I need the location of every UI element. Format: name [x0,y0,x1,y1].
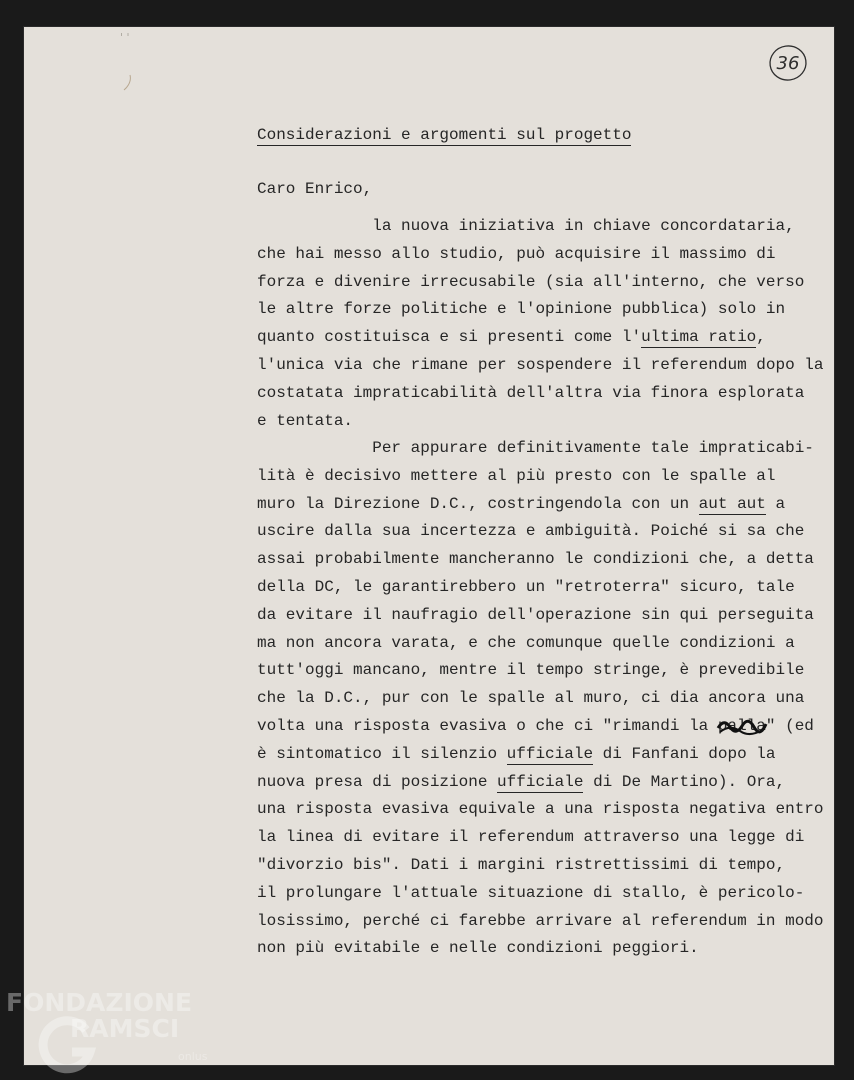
underlined-phrase: aut aut [698,494,766,513]
underlined-phrase: ultima ratio [641,328,757,347]
text-line: quanto costituisca e si presenti come l'ultima ratio, [257,328,766,347]
text-line: la nuova iniziativa in chiave concordataria, [257,217,795,235]
text-line: non più evitabile e nelle condizioni peggiori. [257,939,699,958]
text-line: da evitare il naufragio dell'operazione sin qui perseguita [257,605,814,624]
text-line: le altre forze politiche e l'opinione pubblica) solo in [257,300,786,319]
text-line: il prolungare l'attuale situazione di stallo, è pericolo- [257,883,805,902]
text-line: della DC, le garantirebbero un "retroterra" sicuro, tale [257,577,795,596]
underlined-phrase: ufficiale [506,744,594,763]
paragraph-1 [257,218,824,440]
watermark-line1: FONDAZIONE [6,988,193,1017]
text-line: uscire dalla sua incertezza e ambiguità. Poiché si sa che [257,522,805,541]
text-line: assai probabilmente mancheranno le condizioni che, a detta [257,550,814,569]
document-page [24,27,834,1065]
text-line: lità è decisivo mettere al più presto con le spalle al [257,466,776,485]
text-line: costatata impraticabilità dell'altra via finora esplorata [257,383,805,402]
margin-tick-mark: ' ' [120,31,130,44]
text-line: muro la Direzione D.C., costringendola con un aut aut a [257,494,786,513]
letter-heading: Considerazioni e argomenti sul progetto [257,126,632,144]
text-line: volta una risposta evasiva o che ci "rimandi la palla " (ed [257,718,824,746]
text-line: che la D.C., pur con le spalle al muro, ci dia ancora una [257,689,805,708]
watermark-line2: RAMSCI [70,1014,180,1043]
scribble-icon [716,714,768,738]
text-line: e tentata. [257,411,354,430]
text-line: che hai messo allo studio, può acquisire il massimo di [257,244,776,263]
text-line: una risposta evasiva equivale a una risposta negativa entro [257,800,824,819]
page-number-circle [768,43,808,83]
text-line: nuova presa di posizione ufficiale di De Martino). Ora, [257,772,786,791]
page-number: 36 [776,53,800,74]
watermark-sub: onlus [178,1050,208,1063]
text-line: l'unica via che rimane per sospendere il referendum dopo la [257,355,824,374]
text-line: "divorzio bis". Dati i margini ristrettissimi di tempo, [257,855,786,874]
text-line: forza e divenire irrecusabile (sia all'interno, che verso [257,272,805,291]
letter-salutation: Caro Enrico, [257,180,373,198]
text-line: è sintomatico il silenzio ufficiale di Fanfani dopo la [257,744,776,763]
text-line: Per appurare definitivamente tale impraticabi- [257,439,814,457]
text-line: ma non ancora varata, e che comunque quelle condizioni a [257,633,795,652]
paragraph-2 [257,440,824,968]
text-line: losissimo, perché ci farebbe arrivare al referendum in modo [257,911,824,930]
text-line: tutt'oggi mancano, mentre il tempo stringe, è prevedibile [257,661,805,680]
underlined-phrase: ufficiale [497,772,584,791]
text-line: la linea di evitare il referendum attraverso una legge di [257,828,805,847]
handwritten-correction: palla [718,718,766,734]
archive-watermark [4,988,214,1080]
pencil-mark-icon [120,73,134,93]
